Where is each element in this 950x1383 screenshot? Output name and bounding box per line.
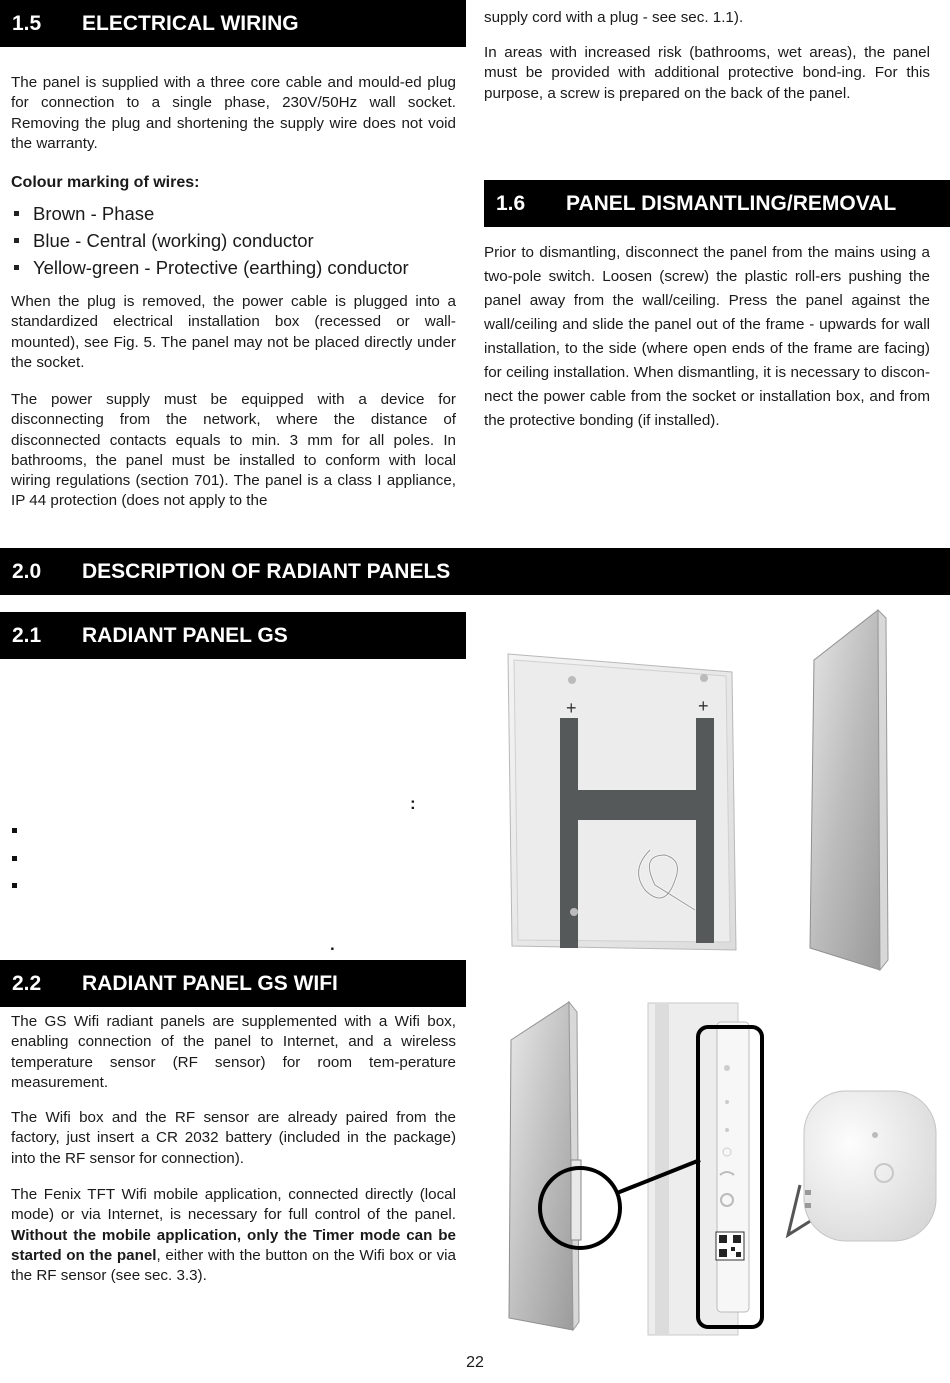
gs-wifi-intro-paragraph: The GS Wifi radiant panels are supplemented with a Wifi box, enabling connection of the panel to Internet, and a wireless temperature sensor (RF sensor) for room tem-perature measurement. (11, 1013, 456, 1091)
empty-bullet (12, 828, 17, 833)
panel-back-illustration (500, 650, 750, 960)
list-item: Yellow-green - Protective (earthing) conductor (11, 254, 461, 281)
section-title: ELECTRICAL WIRING (82, 11, 299, 35)
colour-marking-heading: Colour marking of wires: (11, 174, 200, 191)
wiring-intro-paragraph: The panel is supplied with a three core cable and mould-ed plug for connection to a single phase, 230V/50Hz wall socket. Removing the plug and shortening the supply wire does not void the warranty. (11, 74, 456, 152)
section-title: DESCRIPTION OF RADIANT PANELS (82, 559, 451, 583)
list-item: Blue - Central (working) conductor (11, 227, 461, 254)
stray-period: . (330, 935, 335, 954)
svg-text:+: + (566, 698, 577, 718)
mobile-app-paragraph: The Fenix TFT Wifi mobile application, connected directly (local mode) or via Internet, is necessary for full control of the panel. Without the mobile application, only the Timer mode can be started on the panel, either with the button on the Wifi box or via the RF sensor (see sec. 3.3). (11, 1186, 456, 1285)
plug-removed-paragraph: When the plug is removed, the power cable is plugged into a standardized electrical installation box (recessed or wall-mounted), see Fig. 5. The panel may not be placed directly under the socket. (11, 293, 456, 371)
section-number: 2.2 (12, 971, 42, 995)
section-number: 2.0 (12, 559, 42, 583)
section-title: PANEL DISMANTLING/REMOVAL (566, 191, 897, 215)
section-2-0-header (0, 548, 950, 595)
page-number: 22 (466, 1354, 484, 1371)
stray-colon: : (410, 794, 416, 813)
empty-bullet (12, 883, 17, 888)
protective-bonding-paragraph: In areas with increased risk (bathrooms, wet areas), the panel must be provided with additional protective bond-ing. For this purpose, a screw is prepared on the back of the panel. (484, 44, 930, 102)
section-2-2-header (0, 960, 466, 1007)
section-1-5-header (0, 0, 466, 47)
svg-text:+: + (698, 696, 709, 716)
supply-cord-continuation: supply cord with a plug - see sec. 1.1). (484, 9, 744, 26)
section-title: RADIANT PANEL GS WIFI (82, 971, 338, 995)
section-title: RADIANT PANEL GS (82, 623, 288, 647)
power-supply-paragraph: The power supply must be equipped with a device for disconnecting from the network, where the distance of disconnected contacts equals to min. 3 mm for all poles. In bathrooms, the panel must be installed to conform with local wiring regulations (section 701). The panel is a class I appliance, IP 44 protection (does not apply to the (11, 391, 456, 510)
section-2-1-header (0, 612, 466, 659)
rf-sensor-illustration (780, 1085, 940, 1255)
wire-colour-list (11, 200, 461, 281)
empty-bullet (12, 856, 17, 861)
section-number: 1.6 (496, 191, 526, 215)
panel-angle-illustration (808, 608, 893, 973)
section-1-6-header (484, 180, 950, 227)
section-number: 1.5 (12, 11, 42, 35)
list-item: Brown - Phase (11, 200, 461, 227)
section-number: 2.1 (12, 623, 42, 647)
gs-wifi-panel-illustration (505, 1000, 795, 1340)
pairing-paragraph: The Wifi box and the RF sensor are already paired from the factory, just insert a CR 2032 battery (included in the package) into the RF sensor for connection). (11, 1109, 456, 1167)
dismantling-paragraph: Prior to dismantling, disconnect the panel from the mains using a two-pole switch. Loosen (screw) the plastic roll-ers pushing the panel away from the wall/ceiling. Press the panel against the wall/ceiling and slide the panel out of the frame - upwards for wall installation, to the side (where open ends of the frame are facing) for ceiling installation. When dismantling, it is necessary to discon-nect the power cable from the socket or installation box, and from the protective bonding (if installed). (484, 244, 930, 429)
